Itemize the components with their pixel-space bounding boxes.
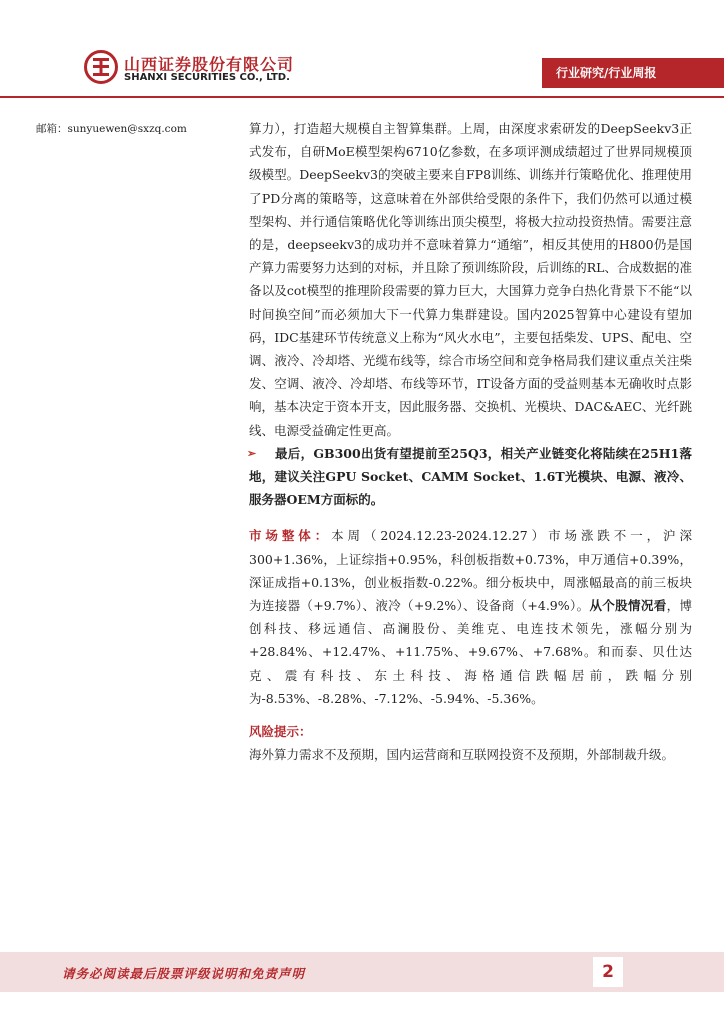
- disclaimer-notice: 请务必阅读最后股票评级说明和免责声明: [62, 966, 306, 981]
- company-name-cn: 山西证券股份有限公司: [124, 55, 295, 74]
- market-overview-paragraph: [249, 524, 692, 710]
- page-number: 2: [593, 957, 623, 987]
- stock-situation-label: 从个股情况看: [589, 598, 667, 614]
- market-overview-label: 市场整体：: [249, 528, 332, 544]
- report-type-badge: 行业研究/行业周报: [542, 58, 724, 88]
- analyst-email[interactable]: 邮箱：sunyuewen@sxzq.com: [36, 123, 187, 135]
- analysis-paragraph: 算力），打造超大规模自主智算集群。上周，由深度求索研发的DeepSeekv3正式发布，自研MoE模型架构6710亿参数，在多项评测成绩超过了世界同规模顶级模型。DeepSeekv3的突破主要来自FP8训练、训练并行策略优化、推理使用了PD分离的策略等，这意味着在外部供给受限的条件下，我们仍然可以通过模型架构、并行通信策略优化等训练出顶尖模型，将极大拉动投资热情。需要注意的是，deepseekv3的成功并不意味着算力“通缩”，相反其使用的H800仍是国产算力需要努力达到的对标，并且除了预训练阶段，后训练的RL、合成数据的准备以及cot模型的推理阶段需要的算力巨大，大国算力竞争白热化背景下不能“以时间换空间”而必须加大下一代算力集群建设。国内2025智算中心建设有望加码，IDC基建环节传统意义上称为“风火水电”，主要包括柴发、UPS、配电、空调、液冷、冷却塔、光缆布线等，综合市场空间和竞争格局我们建议重点关注柴发、空调、液冷、冷却塔、布线等环节，IT设备方面的受益则基本无确收时点影响，基本决定于资本开支，因此服务器、交换机、光模块、DAC&AEC、光纤跳线、电源受益确定性更高。: [249, 121, 692, 438]
- page-header: [0, 0, 724, 100]
- conclusion-bullet: [249, 442, 692, 512]
- stock-situation-text: ，博创科技、移远通信、高澜股份、美维克、电连技术领先，涨幅分别为+28.84%、+12.47%、+11.75%、+9.67%、+7.68%。和而泰、贝仕达克、震有科技、东土科技、海格通信跌幅居前，跌幅分别为-8.53%、-8.28%、-7.12%、-5.94%、-5.36%。: [249, 598, 692, 706]
- conclusion-text: 最后，GB300出货有望提前至25Q3，相关产业链变化将陆续在25H1落地，建议关注GPU Socket、CAMM Socket、1.6T光模块、电源、液冷、服务器OEM方面标的。: [249, 445, 692, 508]
- risk-warning-title: 风险提示：: [249, 724, 312, 740]
- page-footer: [0, 952, 724, 992]
- market-overview-text: 本周（2024.12.23-2024.12.27）市场涨跌不一，沪深300+1.36%，上证综指+0.95%，科创板指数+0.73%，申万通信+0.39%，深证成指+0.13%，创业板指数-0.22%。细分板块中，周涨幅最高的前三板块为连接器（+9.7%）、液冷（+9.2%）、设备商（+4.9%）。: [249, 528, 692, 614]
- header-divider: [0, 96, 724, 98]
- report-body: [249, 117, 692, 766]
- company-name-en: SHANXI SECURITIES CO., LTD.: [124, 72, 290, 83]
- risk-warning-text: 海外算力需求不及预期，国内运营商和互联网投资不及预期，外部制裁升级。: [249, 747, 675, 763]
- company-logo-icon: [84, 50, 118, 84]
- bullet-arrow-icon: ➢: [247, 446, 257, 460]
